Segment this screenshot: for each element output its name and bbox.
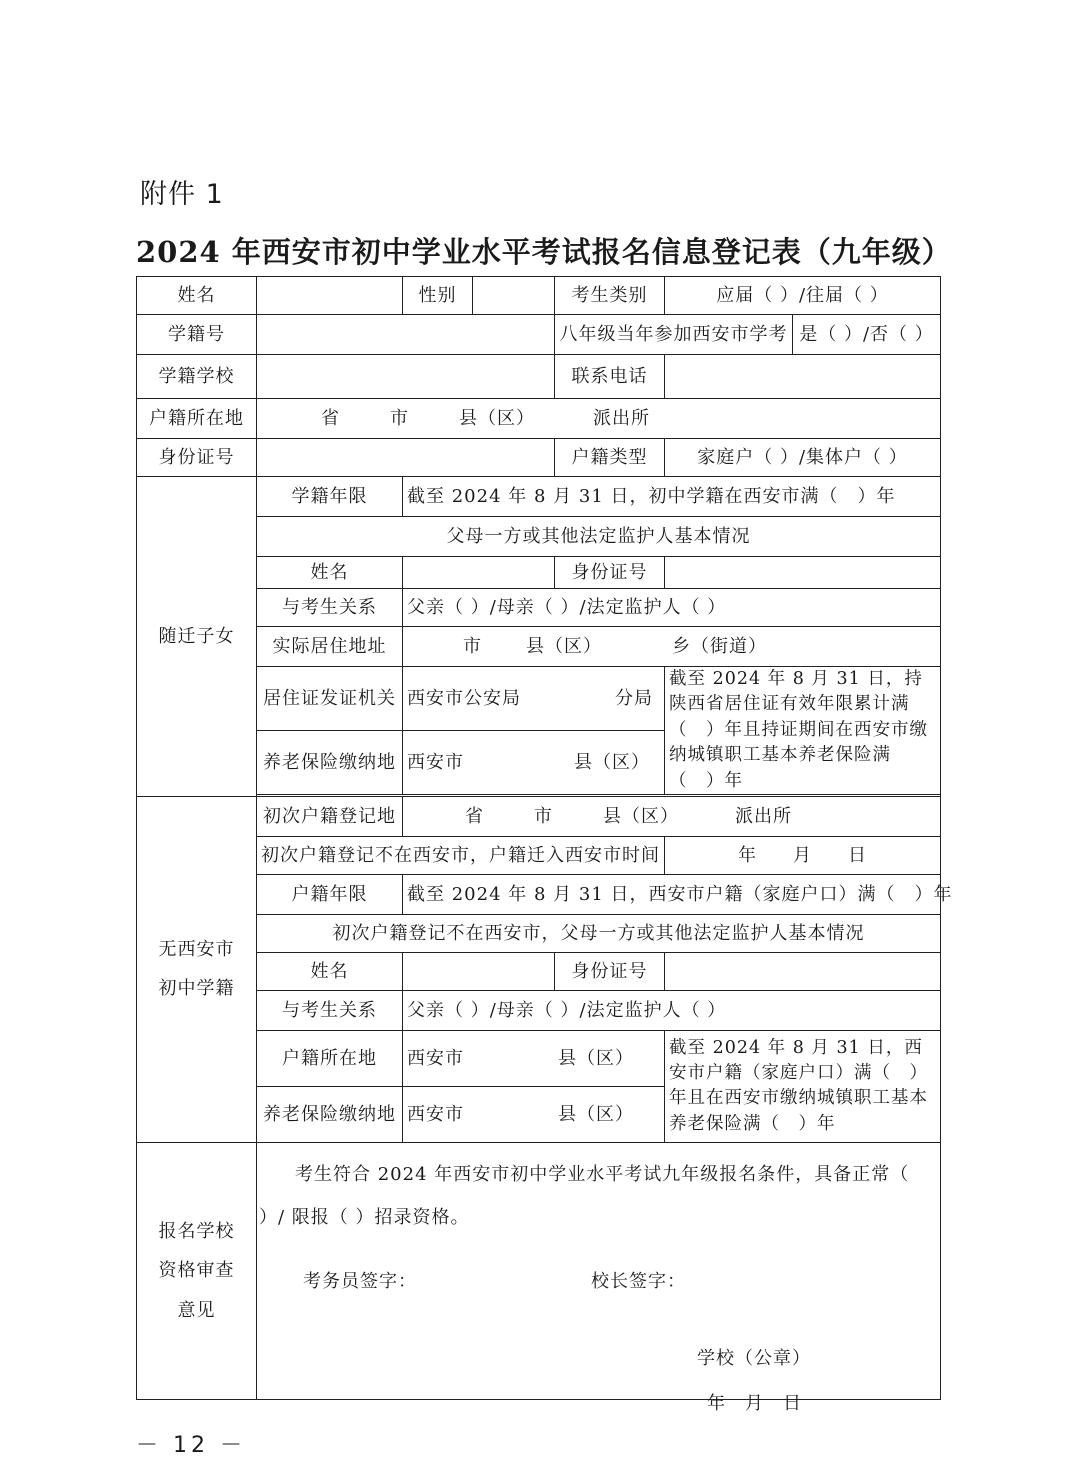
attachment-label: 附件 1 bbox=[140, 179, 224, 210]
hukou-location-field[interactable] bbox=[257, 399, 941, 439]
nonlocal-pension-field[interactable] bbox=[403, 1086, 665, 1142]
migrant-pension-field[interactable] bbox=[403, 730, 665, 794]
migrant-guardian-name-label: 姓名 bbox=[257, 557, 403, 589]
migrant-relation-label: 与考生关系 bbox=[257, 589, 403, 627]
hukou-station: 派出所 bbox=[593, 407, 650, 429]
nonlocal-hukou-field[interactable] bbox=[403, 1030, 665, 1086]
clerk-signature[interactable]: 考务员签字： bbox=[303, 1270, 417, 1292]
migrant-address-town: 乡（街道） bbox=[672, 635, 767, 657]
hukou-location-label: 户籍所在地 bbox=[137, 399, 257, 439]
category-label: 考生类别 bbox=[555, 277, 665, 315]
nonlocal-section-label-line1: 无西安市 bbox=[158, 938, 235, 960]
student-id-label: 学籍号 bbox=[137, 315, 257, 355]
nonlocal-years-text[interactable]: 截至 2024 年 8 月 31 日，西安市户籍（家庭户口）满（ ）年 bbox=[403, 874, 941, 914]
nonlocal-guardian-idcard-field[interactable] bbox=[665, 952, 941, 990]
first-reg-station: 派出所 bbox=[735, 805, 792, 827]
nonlocal-years-label: 户籍年限 bbox=[257, 874, 403, 914]
migrant-guardian-idcard-label: 身份证号 bbox=[555, 557, 665, 589]
first-reg-field[interactable] bbox=[403, 796, 941, 836]
nonlocal-hukou-city: 西安市 bbox=[407, 1047, 464, 1069]
migrant-guardian-heading: 父母一方或其他法定监护人基本情况 bbox=[257, 517, 941, 557]
idcard-field[interactable] bbox=[257, 439, 555, 477]
hukou-type-options[interactable]: 家庭户（ ）/集体户（ ） bbox=[665, 439, 941, 477]
phone-label: 联系电话 bbox=[555, 355, 665, 399]
gender-field[interactable] bbox=[473, 277, 555, 315]
migrant-guardian-name-field[interactable] bbox=[403, 557, 555, 589]
move-in-label: 初次户籍登记不在西安市，户籍迁入西安市时间 bbox=[257, 836, 665, 874]
move-in-day: 日 bbox=[848, 844, 867, 866]
registration-form-table bbox=[136, 276, 953, 1414]
nonlocal-pension-city: 西安市 bbox=[407, 1103, 464, 1125]
hukou-type-label: 户籍类型 bbox=[555, 439, 665, 477]
move-in-month: 月 bbox=[793, 844, 812, 866]
grade8-exam-label: 八年级当年参加西安市学考 bbox=[555, 315, 793, 355]
nonlocal-guardian-idcard-label: 身份证号 bbox=[555, 952, 665, 990]
review-label-line3: 意见 bbox=[177, 1299, 216, 1321]
form-title: 2024 年西安市初中学业水平考试报名信息登记表（九年级） bbox=[136, 235, 952, 269]
nonlocal-relation-options[interactable]: 父亲（ ）/母亲（ ）/法定监护人（ ） bbox=[403, 990, 941, 1030]
move-in-date[interactable] bbox=[665, 836, 941, 874]
move-in-year: 年 bbox=[738, 844, 757, 866]
migrant-years-label: 学籍年限 bbox=[257, 477, 403, 517]
migrant-pension-county: 县（区） bbox=[574, 751, 650, 773]
gender-label: 性别 bbox=[403, 277, 473, 315]
permit-branch: 分局 bbox=[615, 687, 653, 709]
nonlocal-pension-label: 养老保险缴纳地 bbox=[257, 1086, 403, 1142]
page-number: － 12 － bbox=[136, 1433, 246, 1458]
school-label: 学籍学校 bbox=[137, 355, 257, 399]
first-reg-label: 初次户籍登记地 bbox=[257, 796, 403, 836]
migrant-address-field[interactable] bbox=[403, 627, 941, 667]
nonlocal-section-label bbox=[137, 796, 257, 1142]
principal-signature[interactable]: 校长签字： bbox=[591, 1270, 686, 1292]
review-label-line1: 报名学校 bbox=[158, 1220, 235, 1242]
category-options[interactable]: 应届（ ）/往届（ ） bbox=[665, 277, 941, 315]
school-seal: 学校（公章） bbox=[697, 1347, 811, 1369]
migrant-address-city: 市 bbox=[463, 635, 482, 657]
first-reg-city: 市 bbox=[534, 805, 553, 827]
permit-authority: 西安市公安局 bbox=[407, 687, 521, 709]
review-label-line2: 资格审查 bbox=[158, 1260, 235, 1282]
migrant-condition-text[interactable]: 截至 2024 年 8 月 31 日，持陕西省居住证有效年限累计满（ ）年且持证期间在西安市缴纳城镇职工基本养老保险满（ ）年 bbox=[665, 667, 941, 795]
nonlocal-hukou-county: 县（区） bbox=[558, 1047, 634, 1069]
nonlocal-guardian-name-label: 姓名 bbox=[257, 952, 403, 990]
review-area[interactable] bbox=[257, 1142, 941, 1414]
nonlocal-guardian-name-field[interactable] bbox=[403, 952, 555, 990]
migrant-guardian-idcard-field[interactable] bbox=[665, 557, 941, 589]
review-date: 年 月 日 bbox=[707, 1392, 802, 1414]
first-reg-province: 省 bbox=[465, 805, 484, 827]
hukou-province: 省 bbox=[321, 407, 340, 429]
migrant-years-text[interactable]: 截至 2024 年 8 月 31 日，初中学籍在西安市满（ ）年 bbox=[403, 477, 941, 517]
nonlocal-section-label-line2: 初中学籍 bbox=[158, 978, 235, 1000]
idcard-label: 身份证号 bbox=[137, 439, 257, 477]
review-label bbox=[137, 1142, 257, 1399]
nonlocal-pension-county: 县（区） bbox=[558, 1103, 634, 1125]
first-reg-county: 县（区） bbox=[603, 805, 679, 827]
migrant-address-county: 县（区） bbox=[526, 635, 602, 657]
student-id-field[interactable] bbox=[257, 315, 555, 355]
hukou-county: 县（区） bbox=[459, 407, 535, 429]
nonlocal-relation-label: 与考生关系 bbox=[257, 990, 403, 1030]
nonlocal-guardian-heading: 初次户籍登记不在西安市，父母一方或其他法定监护人基本情况 bbox=[257, 914, 941, 952]
review-statement: 考生符合 2024 年西安市初中学业水平考试九年级报名条件，具备正常（ ）/ 限报（ ）招录资格。 bbox=[259, 1163, 910, 1229]
permit-authority-field[interactable] bbox=[403, 667, 665, 731]
nonlocal-hukou-label: 户籍所在地 bbox=[257, 1030, 403, 1086]
hukou-city: 市 bbox=[390, 407, 409, 429]
migrant-pension-label: 养老保险缴纳地 bbox=[257, 730, 403, 794]
grade8-exam-options[interactable]: 是（ ）/否（ ） bbox=[793, 315, 941, 355]
migrant-section-label: 随迁子女 bbox=[137, 477, 257, 797]
phone-field[interactable] bbox=[665, 355, 941, 399]
nonlocal-condition-text[interactable]: 截至 2024 年 8 月 31 日，西安市户籍（家庭户口）满（ ）年且在西安市缴纳城镇职工基本养老保险满（ ）年 bbox=[665, 1030, 941, 1142]
school-field[interactable] bbox=[257, 355, 555, 399]
migrant-pension-city: 西安市 bbox=[407, 751, 464, 773]
name-field[interactable] bbox=[257, 277, 403, 315]
name-label: 姓名 bbox=[137, 277, 257, 315]
migrant-address-label: 实际居住地址 bbox=[257, 627, 403, 667]
permit-authority-label: 居住证发证机关 bbox=[257, 667, 403, 731]
migrant-relation-options[interactable]: 父亲（ ）/母亲（ ）/法定监护人（ ） bbox=[403, 589, 941, 627]
